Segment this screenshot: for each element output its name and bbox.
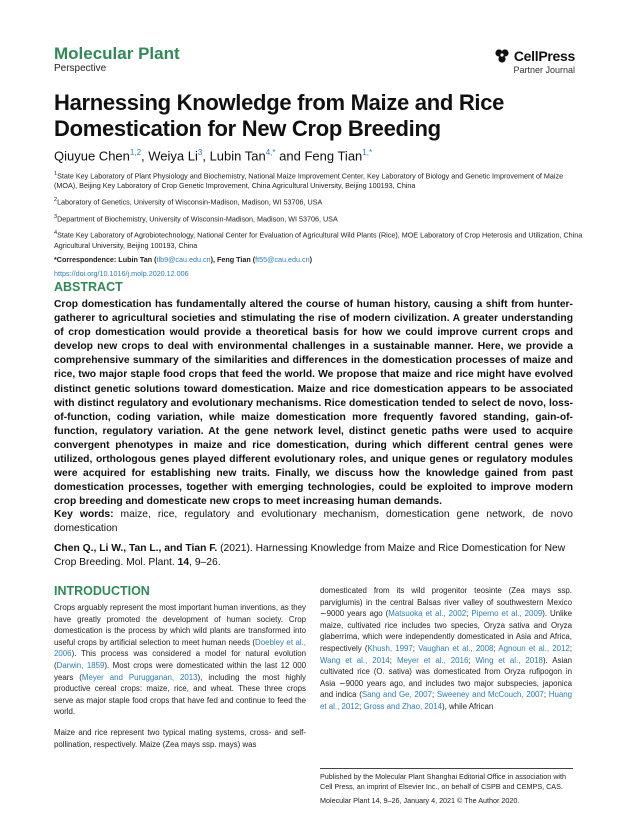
introduction-paragraph: Maize and rice represent two typical mating systems, cross- and self-pollination, respectively. Maize (Zea mays ssp. mays) was: [54, 727, 306, 749]
body-text: ). Unlike maize, cultivated rice includes two species, Oryza sativa and Oryza glaberrima, which were independently domesticated in Asia and Africa, respectively (: [320, 609, 572, 653]
keywords-text: maize, rice, regulatory and evolutionary mechanism, domestication gene network, de novo domestication: [54, 509, 573, 534]
reference-link[interactable]: Gross and Zhao, 2014: [363, 701, 442, 711]
body-text: ), including the most highly productive cereal crops: maize, rice, and wheat. These three crops serve as major staple food crops that have fed and continue to feed the world.: [54, 672, 306, 717]
body-text: ). Most crops were domesticated within the last 12 000 years (: [54, 660, 306, 682]
body-text: ;: [493, 643, 499, 653]
reference-link[interactable]: Meyer et al., 2016: [396, 655, 469, 665]
correspondence-end: ): [309, 254, 313, 264]
affiliation-text: Department of Biochemistry, University of Wisconsin-Madison, Madison, WI 53706, USA: [57, 214, 338, 224]
affiliation-item: [54, 195, 584, 207]
keywords-label: Key words:: [54, 509, 114, 520]
body-text: domesticated from its wild progenitor teosinte (Zea mays ssp. parviglumis) in the central Balsas river valley of southwestern Mexico ∼9000 years ago (: [320, 586, 572, 619]
body-text: ). Asian cultivated rice (O. sativa) was domesticated from Oryza rufipogon in Asia ∼9000 years ago, and includes two major subspecies, japonica and indica (: [320, 655, 572, 700]
correspondence-label: *Correspondence: Lubin Tan (: [54, 254, 157, 264]
author-affiliation-marker[interactable]: 4,*: [265, 148, 276, 157]
correspondence: [54, 255, 584, 265]
reference-link[interactable]: Darwin, 1859: [56, 660, 105, 670]
affiliation-item: [54, 169, 584, 191]
affiliation-item: [54, 228, 584, 250]
publisher-logo-row: [494, 48, 575, 64]
reference-link[interactable]: Wing et al., 2018: [475, 655, 543, 665]
abstract-text: Crop domestication has fundamentally altered the course of human history, causing a shift from hunter-gatherer to agricultural societies and stimulating the rise of modern civilization. A greater understanding of crop domestication would provide a theoretical basis for how we could improve current crops and develop new crops to deal with environmental challenges in a sustainable manner. Here, we provide a comprehensive summary of the similarities and differences in the domestication processes of maize and rice, two major staple food crops that feed the world. We propose that maize and rice might have evolved distinct genetic solutions toward domestication. Maize and rice domestication appears to be associated with distinct regulatory and evolutionary mechanisms. Rice domestication tended to select de novo, loss-of-function, coding variation, while maize domestication more frequently favored standing, gain-of-function, regulatory variation. At the gene network level, distinct genetic paths were used to acquire convergent phenotypes in maize and rice domestication, during which different central genes were utilized, orthologous genes played different evolutionary roles, and unique genes or regulatory modules were acquired for establishing new traits. Finally, we discuss how the knowledge gained from past domestication processes, together with emerging technologies, could be exploited to improve modern crop breeding and domesticate new crops to meet increasing human demands.: [54, 299, 573, 508]
author-name[interactable]: Qiuyue Chen: [54, 148, 130, 164]
affiliation-number: 1: [54, 171, 58, 177]
citation: [54, 542, 573, 570]
journal-name: Molecular Plant: [54, 44, 180, 63]
body-text: ;: [466, 609, 472, 619]
reference-link[interactable]: Sang and Ge, 2007: [361, 690, 432, 700]
introduction-paragraph: [54, 602, 306, 718]
reference-link[interactable]: Matsuoka et al., 2002: [388, 609, 467, 619]
reference-link[interactable]: Doebley et al., 2006: [54, 637, 306, 659]
affiliation-number: 3: [54, 213, 58, 220]
email-link[interactable]: ft55@cau.edu.cn: [255, 254, 310, 264]
footer-divider: [320, 768, 573, 769]
publisher-block: [494, 48, 575, 75]
affiliation-list: [54, 169, 584, 283]
author-affiliation-marker[interactable]: 3: [197, 148, 203, 157]
reference-link[interactable]: Khush, 1997: [367, 643, 413, 653]
reference-link[interactable]: Wang et al., 2014: [320, 655, 390, 665]
author-affiliation-marker[interactable]: 1,2: [129, 148, 142, 157]
introduction-heading: INTRODUCTION: [54, 584, 150, 598]
author-joiner: and: [279, 148, 301, 164]
body-text: ;: [431, 690, 437, 700]
abstract-heading: ABSTRACT: [54, 280, 123, 294]
body-text: Crops arguably represent the most important human inventions, as they have greatly promoted the development of human society. Crop domestication is the process by which wild plants are transformed into useful crops by artificial selection to meet human needs (: [54, 603, 306, 647]
body-text: ;: [359, 701, 364, 711]
doi-link[interactable]: https://doi.org/10.1016/j.molp.2020.12.006: [54, 268, 189, 278]
citation-authors: Chen Q., Li W., Tan L., and Tian F.: [54, 543, 218, 554]
citation-text: (2021). Harnessing Knowledge from Maize and Rice Domestication for New Crop Breeding. Mol. Plant.: [54, 543, 566, 568]
author-name[interactable]: Lubin Tan: [209, 148, 266, 164]
reference-link[interactable]: Agnoun et al., 2012: [498, 643, 570, 653]
author-list: Qiuyue Chen$^{1,2}$, Weiya Li$^3$, Lubin Tan$^{4,*}$ and Feng Tian$^{1,*}$: [54, 148, 373, 164]
affiliation-number: 2: [54, 197, 58, 204]
citation-volume: 14: [177, 557, 190, 568]
body-text: ;: [468, 655, 476, 665]
body-text: ;: [412, 643, 419, 653]
body-text: ), while African: [441, 701, 494, 711]
citation-pages: , 9–26.: [189, 557, 221, 568]
publisher-subtitle: Partner Journal: [513, 65, 575, 75]
reference-link[interactable]: Huang et al., 2012: [320, 690, 573, 711]
body-text: ;: [389, 655, 397, 665]
reference-link[interactable]: Piperno et al., 2009: [471, 609, 543, 619]
affiliation-item: [54, 212, 584, 224]
article-type: Perspective: [54, 63, 107, 74]
reference-link[interactable]: Meyer and Purugganan, 2013: [81, 672, 198, 682]
correspondence-separator: ), Feng Tian (: [210, 254, 256, 264]
affiliation-text: State Key Laboratory of Plant Physiology and Biochemistry, National Maize Improvement Center, Key Laboratory of Biology and Genetic Improvement of Maize (MOA), Beijing Key Laboratory of Crop Genetic Improvement, China Agricultural University, Beijing 100193, China: [54, 171, 564, 191]
affiliation-number: 4: [54, 230, 58, 237]
footer-publisher-note: Published by the Molecular Plant Shanghai Editorial Office in association with Cell Press, an imprint of Elsevier Inc., on behalf of CSPB and CEMPS, CAS.: [320, 772, 566, 791]
author-affiliation-marker[interactable]: 1,*: [362, 148, 373, 157]
affiliation-text: Laboratory of Genetics, University of Wisconsin-Madison, Madison, WI 53706, USA: [57, 197, 323, 207]
body-text: ;: [569, 643, 573, 653]
article-title: Harnessing Knowledge from Maize and Rice Domestication for New Crop Breeding: [54, 90, 505, 141]
body-text: ). This process was considered a model for natural evolution (: [54, 649, 306, 670]
introduction-paragraph: [320, 585, 572, 713]
email-link[interactable]: tlb9@cau.edu.cn: [156, 254, 211, 264]
introduction-column-right: [320, 585, 572, 713]
cellpress-logo-icon: [494, 48, 510, 64]
reference-link[interactable]: Sweeney and McCouch, 2007: [436, 690, 544, 700]
introduction-column-left: [54, 602, 306, 759]
body-text: ;: [543, 690, 549, 700]
author-name[interactable]: Weiya Li: [148, 148, 198, 164]
reference-link[interactable]: Vaughan et al., 2008: [418, 643, 494, 653]
author-name[interactable]: Feng Tian: [304, 148, 363, 164]
keywords: [54, 508, 573, 536]
affiliation-text: State Key Laboratory of Agrobiotechnology, National Center for Evaluation of Agricultural Wild Plants (Rice), MOE Laboratory of Crop Heterosis and Utilization, China Agricultural University, Beijing 100193, China: [54, 230, 583, 250]
footer-citation: Molecular Plant 14, 9–26, January 4, 2021 © The Author 2020.: [320, 796, 520, 805]
publisher-name: CellPress: [513, 48, 575, 64]
